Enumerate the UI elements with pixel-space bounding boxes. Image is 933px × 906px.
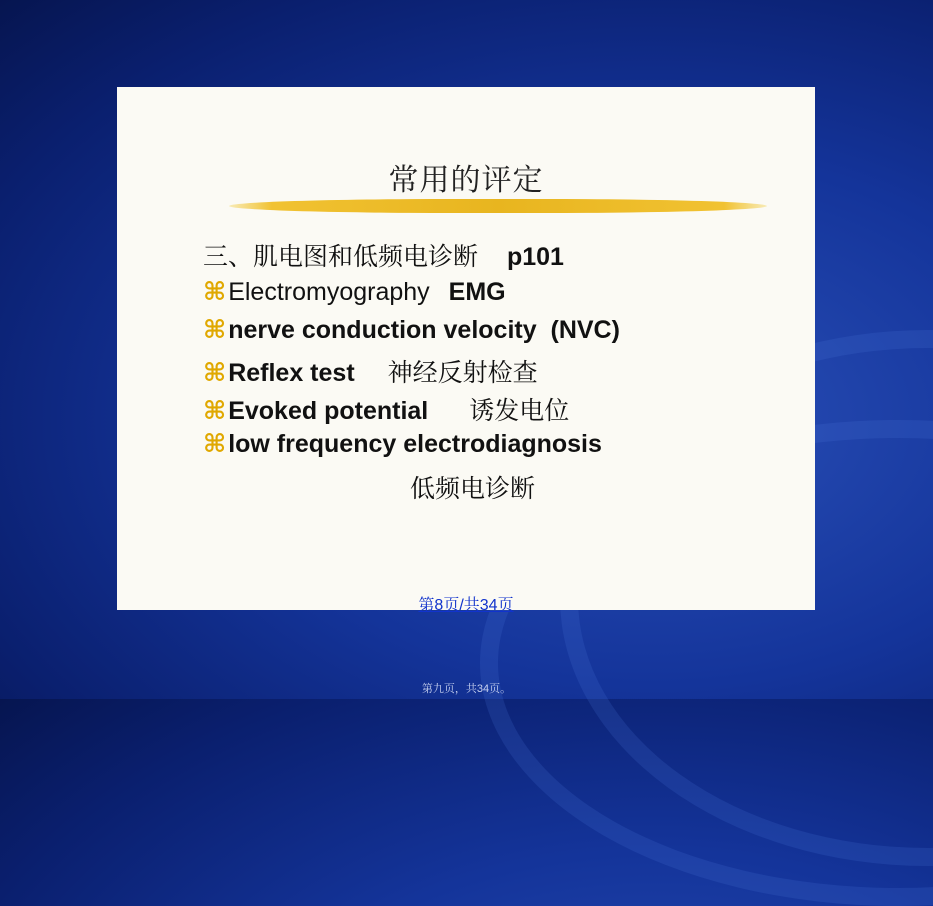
bullet-line-emg: [203, 277, 506, 307]
command-bullet-icon: ⌘: [203, 396, 227, 425]
bullet-text: Reflex test: [228, 359, 355, 387]
bullet-text: low frequency electrodiagnosis: [228, 430, 602, 458]
command-bullet-icon: ⌘: [203, 315, 227, 344]
bullet-text: Evoked potential: [228, 397, 429, 425]
bullet-text: Electromyography: [228, 278, 430, 306]
bullet-line-nvc: [203, 315, 620, 345]
bullet-text: nerve conduction velocity (NVC): [228, 316, 620, 344]
bullet-abbrev: EMG: [448, 278, 506, 306]
slide-canvas: [117, 87, 815, 614]
bullet-line-lowfreq: [203, 429, 602, 459]
bullet-chinese: 诱发电位: [469, 396, 570, 425]
bullet-chinese: 神经反射检查: [387, 358, 538, 387]
footer-page-count: 第九页，共34页。: [421, 683, 512, 695]
command-bullet-icon: ⌘: [203, 358, 227, 387]
bullet-line-reflex: [203, 353, 538, 389]
heading-line: [203, 237, 564, 273]
continuation-line: 低频电诊断: [410, 474, 536, 503]
page-ref: p101: [506, 243, 564, 271]
page-indicator-link[interactable]: 第8页/共34页: [418, 597, 514, 614]
heading-text: 三、肌电图和低频电诊断: [203, 242, 479, 271]
command-bullet-icon: ⌘: [203, 429, 227, 458]
title-underline-brush: [229, 199, 767, 213]
slide-title: 常用的评定: [388, 163, 544, 198]
bullet-line-evoked: [203, 391, 569, 427]
command-bullet-icon: ⌘: [203, 277, 227, 306]
